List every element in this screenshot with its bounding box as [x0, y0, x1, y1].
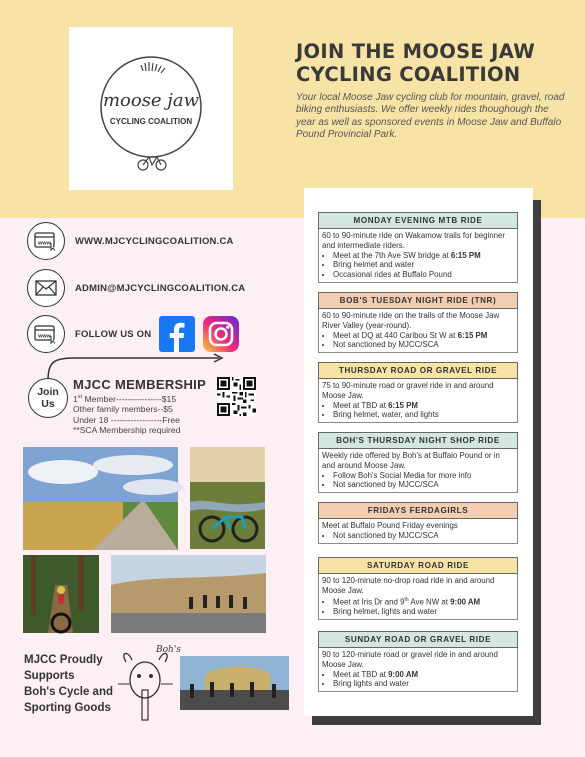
logo-sub-text: CYCLING COALITION: [109, 117, 193, 126]
membership-info: [73, 377, 218, 435]
ride-title: BOH'S THURSDAY NIGHT SHOP RIDE: [318, 432, 518, 449]
ride-details: Meet at Buffalo Pound Friday evenings • Not sanctioned by MJCC/SCA: [318, 519, 518, 544]
email-row[interactable]: [27, 269, 245, 307]
instagram-icon[interactable]: [203, 316, 239, 352]
title-line-2: CYCLING COALITION: [296, 63, 521, 86]
membership-first-member: 1st Member----------------$15: [73, 393, 177, 404]
ride-title: FRIDAYS FERDAGIRLS: [318, 502, 518, 519]
photo-mtb-trail: [23, 555, 99, 633]
ride-saturday: [318, 557, 518, 620]
page-title: [296, 40, 576, 86]
qr-code[interactable]: [217, 377, 256, 416]
social-row: [27, 315, 239, 353]
svg-text:www: www: [38, 333, 51, 340]
intro-text: Your local Moose Jaw cycling club for mountain, gravel, road biking enthusiasts. We offer weekly rides thoughough the year as well as sponsored events in Moose Jaw and Buffalo Pound Provincial Park.: [296, 92, 565, 140]
follow-label: FOLLOW US ON: [75, 328, 152, 340]
ride-details: Weekly ride offered by Boh's at Buffalo Pound or in and around Moose Jaw. • Follow Boh's Social Media for more info • Not sanctioned by MJCC/SCA: [318, 449, 518, 493]
ride-details: 75 to 90-minute road or gravel ride in and around Moose Jaw. • Meet at TBD at 6:15 PM • Bring helmet, water, and lights: [318, 379, 518, 423]
ride-tuesday: [318, 292, 518, 353]
ride-thursday-road: [318, 362, 518, 423]
facebook-icon[interactable]: [159, 316, 195, 352]
photo-road-group: [111, 555, 266, 633]
website-row[interactable]: [27, 222, 234, 260]
ride-title: BOB'S TUESDAY NIGHT RIDE (TNR): [318, 292, 518, 309]
ride-thursday-shop: [318, 432, 518, 493]
ride-friday: [318, 502, 518, 544]
ride-title: SATURDAY ROAD RIDE: [318, 557, 518, 574]
ride-details: 90 to 120-minute road or gravel ride in and around Moose Jaw. • Meet at TBD at 9:00 AM • Bring lights and water: [318, 648, 518, 692]
membership-title: MJCC MEMBERSHIP: [73, 377, 207, 392]
rides-panel: [304, 188, 533, 716]
club-logo: [69, 27, 233, 190]
ride-details: 60 to 90-minute ride on Wakamow trails for beginner and intermediate riders. • Meet at the 7th Ave SW bridge at 6:15 PM • Bring helmet and water • Occasional rides at Buffalo Pound: [318, 229, 518, 283]
ride-sunday: [318, 631, 518, 692]
www-icon: [27, 315, 65, 353]
membership-note: **SCA Membership required: [73, 425, 181, 436]
title-line-1: JOIN THE MOOSE JAW: [296, 40, 536, 63]
membership-family: Other family members--$5: [73, 404, 173, 415]
ride-title: MONDAY EVENING MTB RIDE: [318, 212, 518, 229]
ride-monday: [318, 212, 518, 283]
ride-title: THURSDAY ROAD OR GRAVEL RIDE: [318, 362, 518, 379]
email-link[interactable]: ADMIN@MJCYCLINGCOALITION.CA: [75, 282, 246, 294]
photo-bike-shop: [180, 656, 289, 710]
www-icon: [27, 222, 65, 260]
ride-details: 60 to 90-minute ride on the trails of the Moose Jaw River Valley (year-round). • Meet at DQ at 440 Caribou St W at 6:15 PM • Not sanctioned by MJCC/SCA: [318, 309, 518, 353]
website-link[interactable]: WWW.MJCYCLINGCOALITION.CA: [75, 235, 234, 247]
photo-gravel-road: [23, 447, 178, 550]
envelope-icon: [27, 269, 65, 307]
ride-title: SUNDAY ROAD OR GRAVEL RIDE: [318, 631, 518, 648]
join-us-badge[interactable]: Join Us: [28, 378, 68, 418]
bohs-logo: [118, 640, 181, 725]
membership-under-18: Under 18 ------------------Free: [73, 414, 180, 425]
ride-details: 90 to 120-minute no-drop road ride in and around Moose Jaw. • Meet at Iris Dr and 9th Ave NW at 9:00 AM • Bring helmet, lights and water: [318, 574, 518, 620]
svg-text:Boh's: Boh's: [156, 645, 181, 655]
logo-script-text: moose jaw: [102, 90, 200, 111]
svg-text:www: www: [38, 240, 51, 247]
photo-bike-river: [190, 447, 265, 549]
support-text: MJCC Proudly Supports Boh's Cycle and Sporting Goods: [24, 654, 114, 714]
